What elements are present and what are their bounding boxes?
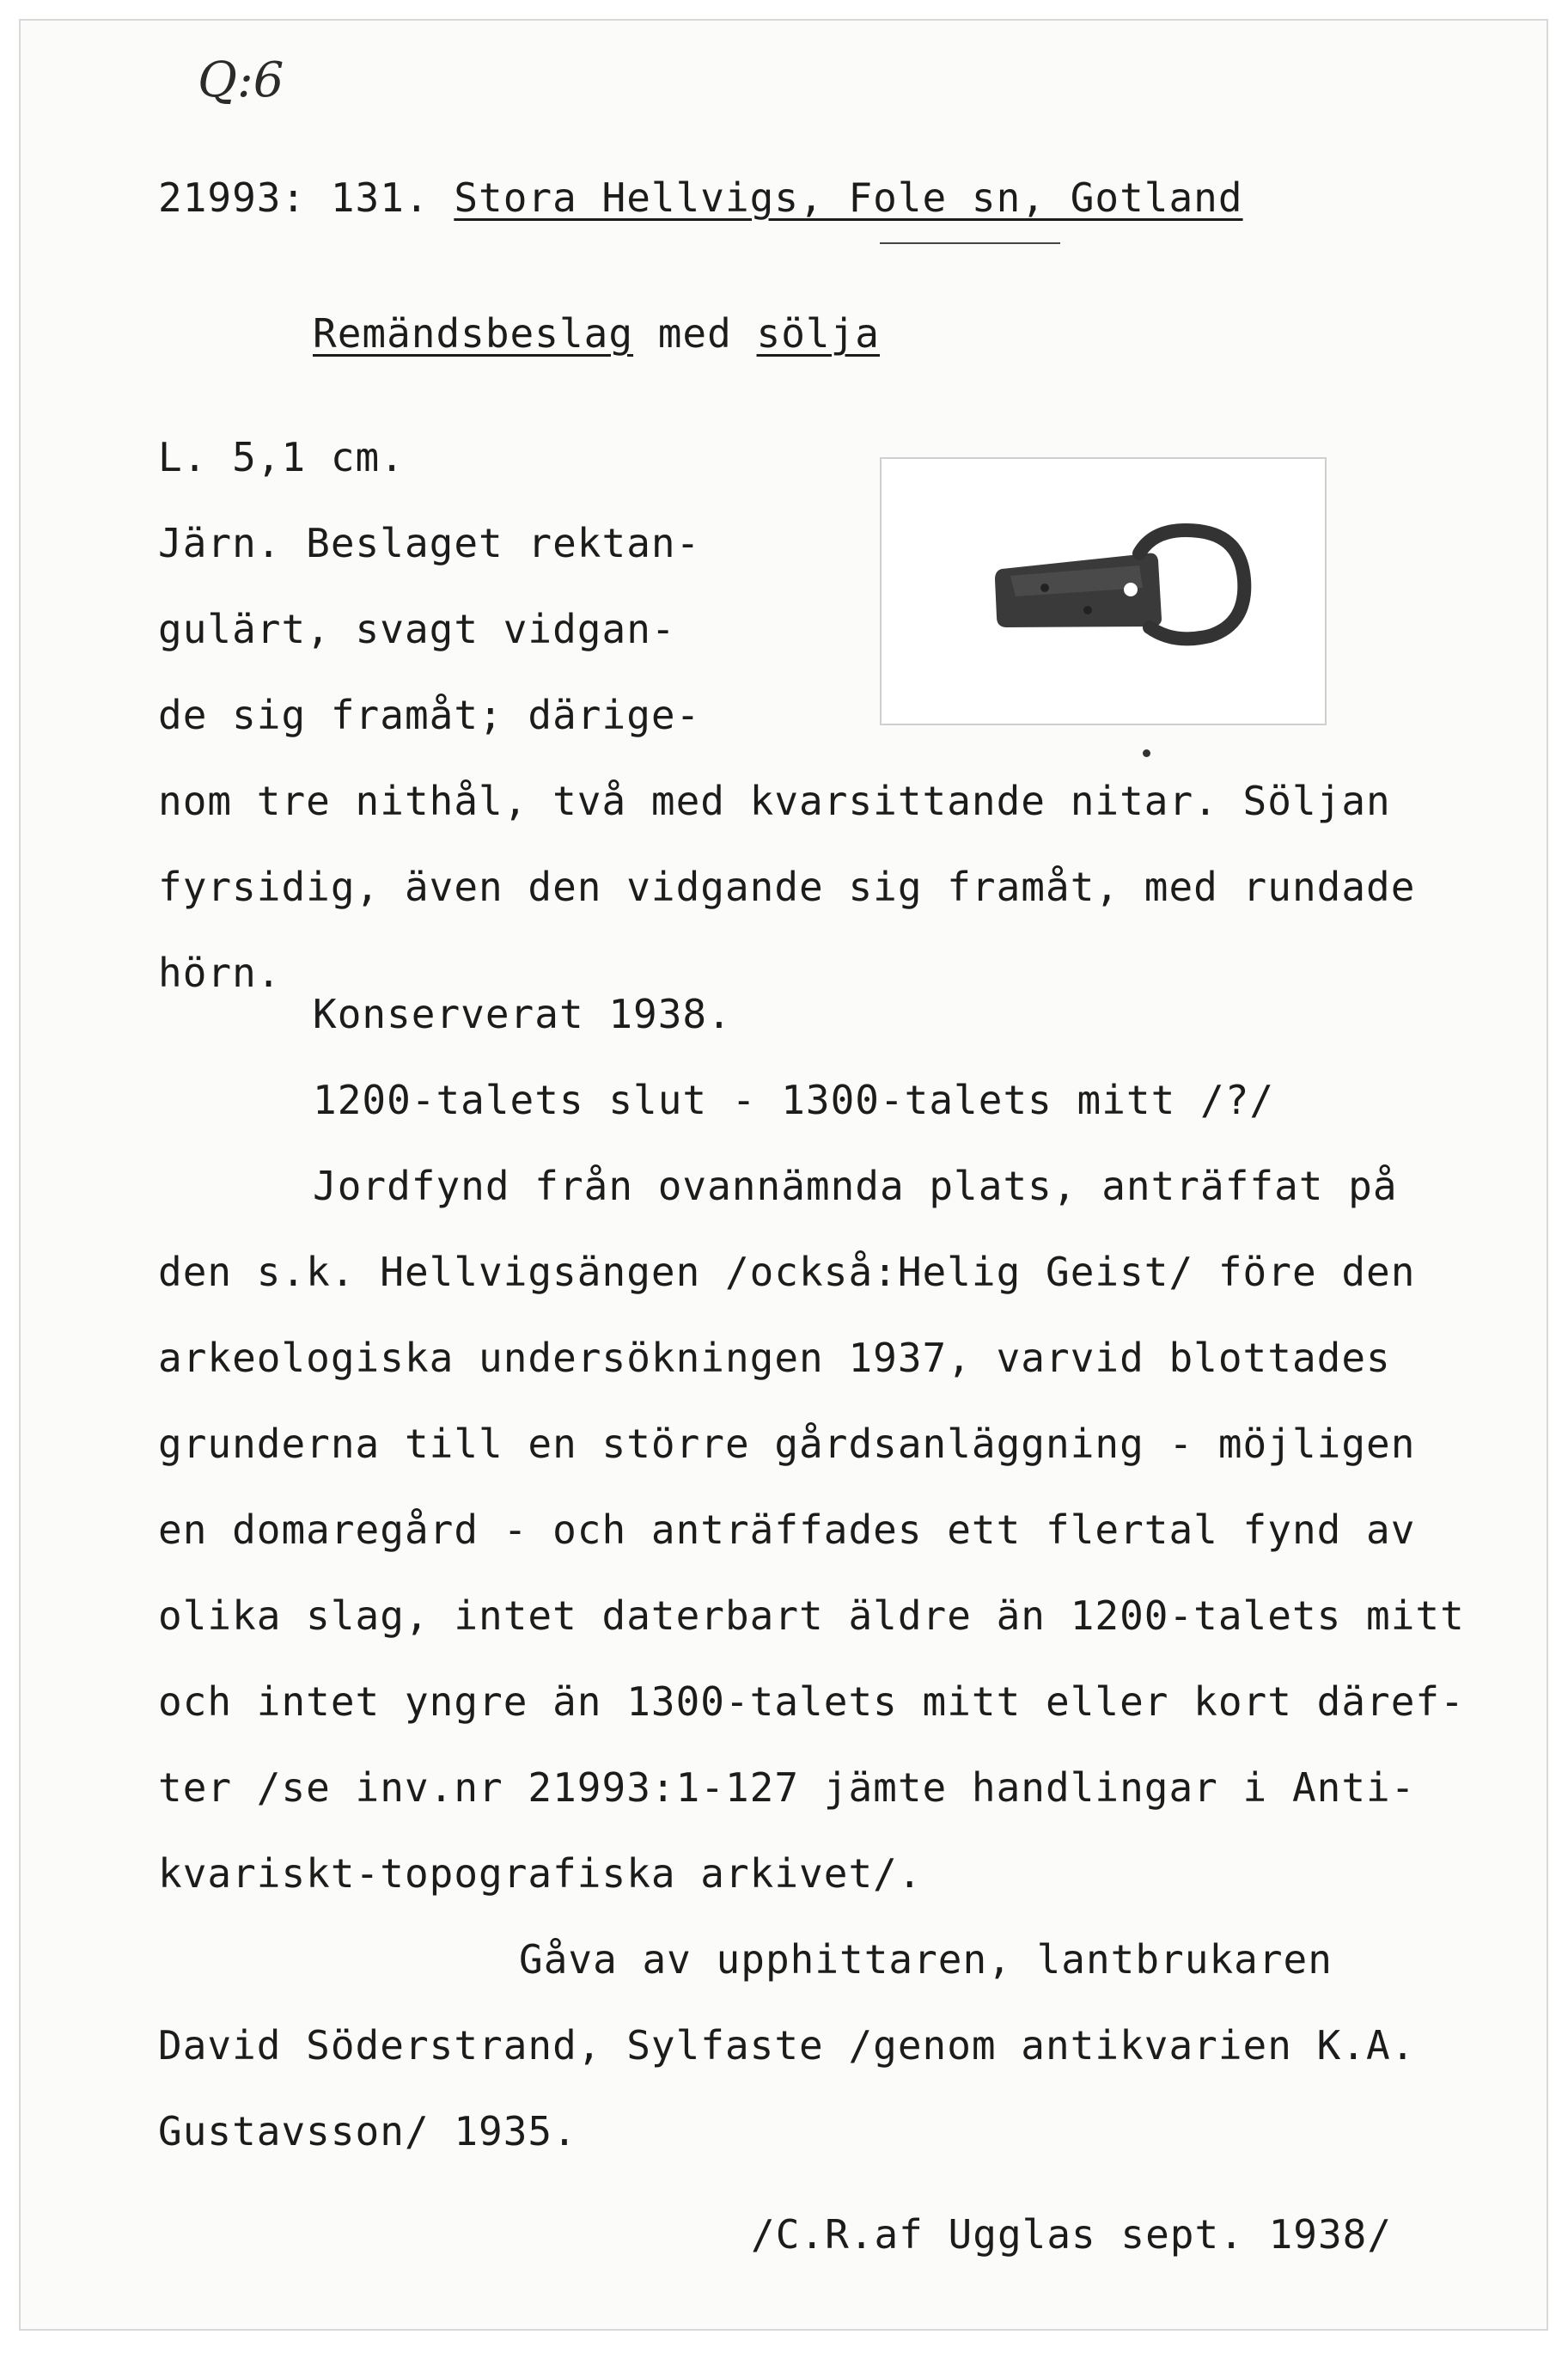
ink-dot [1143,749,1150,757]
text-line-18: kvariskt-topografiska arkivet/. [158,1850,923,1897]
card-header [158,174,1243,222]
text-line-4: de sig framåt; därige- [158,692,701,738]
text-line-16: och intet yngre än 1300-talets mitt eller kort däref- [158,1678,1465,1725]
text-line-1: L. 5,1 cm. [158,434,405,480]
text-line-8: Konserverat 1938. [313,991,732,1037]
inventory-number: 21993: 131. [158,174,430,221]
text-line-15: olika slag, intet daterbart äldre än 1200-talets mitt [158,1592,1465,1639]
text-line-10: Jordfynd från ovannämnda plats, anträffat på [313,1163,1398,1209]
catalog-card [19,19,1548,2331]
signature-line: /C.R.af Ugglas sept. 1938/ [751,2211,1393,2258]
extra-underline [880,242,1060,244]
text-line-5: nom tre nithål, två med kvarsittande nitar. Söljan [158,778,1391,824]
text-line-21: Gustavsson/ 1935. [158,2108,577,2154]
text-line-9: 1200-talets slut - 1300-talets mitt /?/ [313,1077,1275,1123]
text-line-6: fyrsidig, även den vidgande sig framåt, med rundade [158,864,1416,910]
text-line-14: en domaregård - och anträffades ett flertal fynd av [158,1507,1416,1553]
text-line-3: gulärt, svagt vidgan- [158,606,676,652]
object-photo [880,457,1327,725]
text-line-20: David Söderstrand, Sylfaste /genom antikvarien K.A. [158,2022,1416,2069]
text-line-7: hörn. [158,950,282,996]
object-detail: sölja [756,310,881,357]
text-line-2: Järn. Beslaget rektan- [158,520,701,566]
text-line-19: Gåva av upphittaren, lantbrukaren [519,1936,1333,1983]
object-joiner: med [657,310,732,357]
object-name: Remändsbeslag [313,310,634,357]
text-line-12: arkeologiska undersökningen 1937, varvid blottades [158,1335,1391,1381]
object-title [313,309,880,358]
handwritten-mark: Q:6 [198,52,284,108]
text-line-13: grunderna till en större gårdsanläggning - möjligen [158,1421,1416,1467]
text-line-11: den s.k. Hellvigsängen /också:Helig Geist/ före den [158,1249,1416,1295]
find-place: Stora Hellvigs, Fole sn, Gotland [454,174,1243,221]
belt-mount-image [882,459,1325,724]
text-line-17: ter /se inv.nr 21993:1-127 jämte handlingar i Anti- [158,1764,1416,1811]
